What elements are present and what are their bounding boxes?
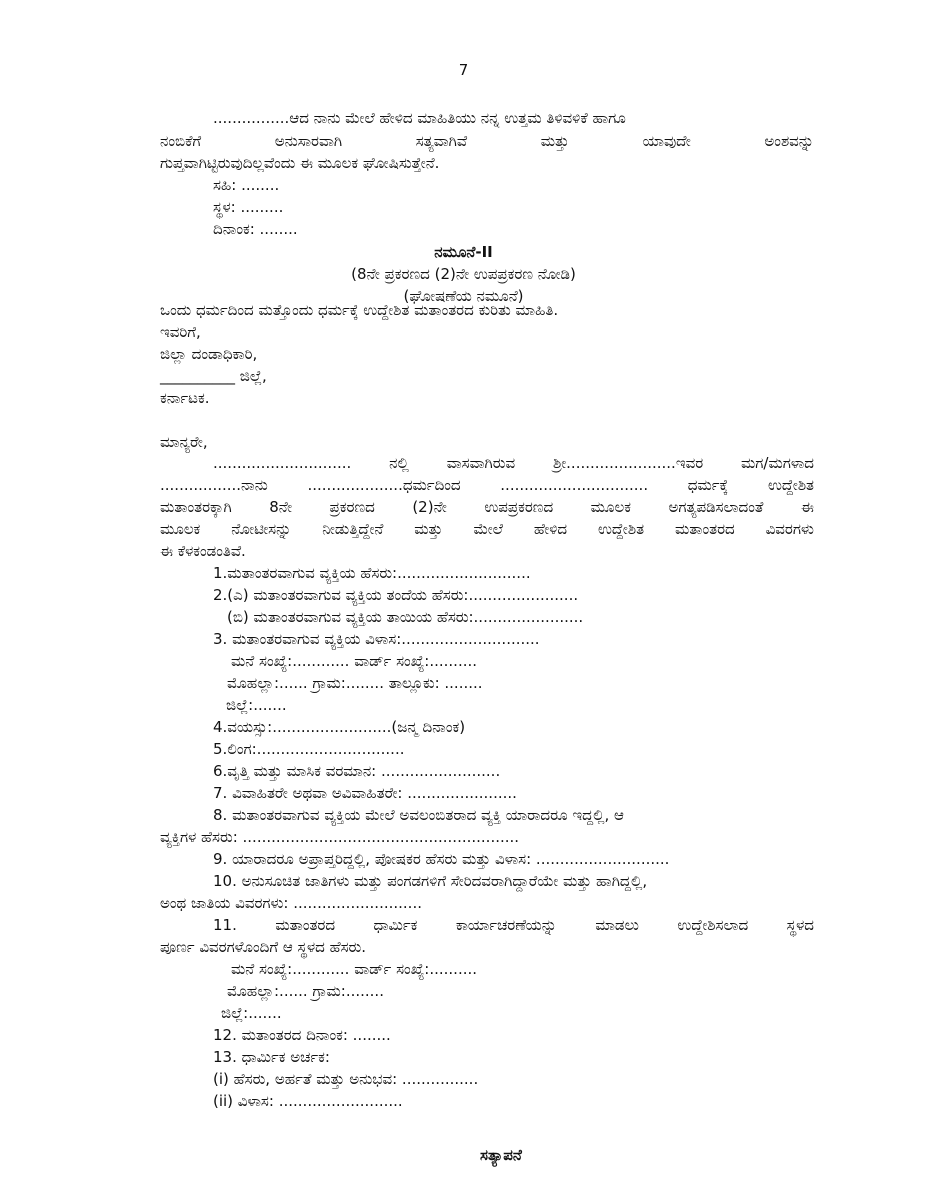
item-3: 3. ಮತಾಂತರವಾಗುವ ವ್ಯಕ್ತಿಯ ವಿಳಾಸ:............................. [213, 630, 540, 648]
body-line-4: ಮೂಲಕ ನೋಟೀಸನ್ನು ನೀಡುತ್ತಿದ್ದೇನೆ ಮತ್ತು ಮೇಲೆ ಹೇಳಿದ ಉದ್ದೇಶಿತ ಮತಾಂತರದ ವಿವರಗಳು [160, 520, 814, 538]
body-line-5: ಈ ಕೆಳಕಂಡಂತಿವೆ. [160, 542, 246, 560]
intro-line-1: ................ಆದ ನಾನು ಮೇಲೆ ಹೇಳಿದ ಮಾಹಿತಿಯು ನನ್ನ ಉತ್ತಮ ತಿಳಿವಳಿಕೆ ಹಾಗೂ [213, 109, 626, 127]
item-11-house: ಮನೆ ಸಂಖ್ಯೆ:............ ವಾರ್ಡ್ ಸಂಖ್ಯೆ:.......... [231, 960, 478, 978]
signature-field: ಸಹಿ: ........ [213, 176, 280, 194]
item-11-locality: ಮೊಹಲ್ಲಾ:...... ಗ್ರಾಮ:........ [227, 982, 384, 1000]
item-2a: 2.(ಎ) ಮತಾಂತರವಾಗುವ ವ್ಯಕ್ತಿಯ ತಂದೆಯ ಹೆಸರು:....................... [213, 586, 579, 604]
item-11-line-2: ಪೂರ್ಣ ವಿವರಗಳೊಂದಿಗೆ ಆ ಸ್ಥಳದ ಹೆಸರು. [160, 938, 367, 956]
item-3-locality: ಮೊಹಲ್ಲಾ:...... ಗ್ರಾಮ:........ ತಾಲ್ಲೂಕು: ........ [227, 674, 483, 692]
form-heading: ಒಂದು ಧರ್ಮದಿಂದ ಮತ್ತೊಂದು ಧರ್ಮಕ್ಕೆ ಉದ್ದೇಶಿತ ಮತಾಂತರದ ಕುರಿತು ಮಾಹಿತಿ. [160, 301, 559, 319]
item-9: 9. ಯಾರಾದರೂ ಅಪ್ರಾಪ್ತರಿದ್ದಲ್ಲಿ, ಪೋಷಕರ ಹೆಸರು ಮತ್ತು ವಿಳಾಸ: ............................ [213, 850, 670, 868]
place-field: ಸ್ಥಳ: ......... [213, 198, 284, 216]
item-13-i: (i) ಹೆಸರು, ಅರ್ಹತೆ ಮತ್ತು ಅನುಭವ: ................ [213, 1070, 479, 1088]
address-officer: ಜಿಲ್ಲಾ ದಂಡಾಧಿಕಾರಿ, [160, 345, 258, 363]
item-10-line-2: ಅಂಥ ಜಾತಿಯ ವಿವರಗಳು: ........................... [160, 894, 422, 912]
form-subtitle: (8ನೇ ಪ್ರಕರಣದ (2)ನೇ ಉಪಪ್ರಕರಣ ನೋಡಿ) [351, 265, 576, 283]
item-13: 13. ಧಾರ್ಮಿಕ ಅರ್ಚಕ: [213, 1048, 330, 1066]
item-11-district: ಜಿಲ್ಲೆ:....... [221, 1004, 282, 1022]
item-1: 1.ಮತಾಂತರವಾಗುವ ವ್ಯಕ್ತಿಯ ಹೆಸರು:............................ [213, 564, 531, 582]
salutation: ಮಾನ್ಯರೇ, [160, 433, 208, 451]
item-8-line-2: ವ್ಯಕ್ತಿಗಳ ಹೆಸರು: .......................................................... [160, 828, 520, 846]
item-3-district: ಜಿಲ್ಲೆ:....... [226, 696, 287, 714]
item-12: 12. ಮತಾಂತರದ ದಿನಾಂಕ: ........ [213, 1026, 391, 1044]
address-state: ಕರ್ನಾಟಕ. [160, 389, 210, 407]
item-8-line-1: 8. ಮತಾಂತರವಾಗುವ ವ್ಯಕ್ತಿಯ ಮೇಲೆ ಅವಲಂಬಿತರಾದ ವ್ಯಕ್ತಿ ಯಾರಾದರೂ ಇದ್ದಲ್ಲಿ, ಆ [213, 806, 624, 824]
date-field: ದಿನಾಂಕ: ........ [213, 220, 298, 238]
intro-line-3: ಗುಪ್ತವಾಗಿಟ್ಟಿರುವುದಿಲ್ಲವೆಂದು ಈ ಮೂಲಕ ಘೋಷಿಸುತ್ತೇನೆ. [160, 154, 440, 172]
address-to: ಇವರಿಗೆ, [160, 323, 201, 341]
item-3-house: ಮನೆ ಸಂಖ್ಯೆ:............ ವಾರ್ಡ್ ಸಂಖ್ಯೆ:.......... [231, 652, 478, 670]
page-number: 7 [458, 61, 469, 79]
item-11-line-1: 11. ಮತಾಂತರದ ಧಾರ್ಮಿಕ ಕಾರ್ಯಾಚರಣೆಯನ್ನು ಮಾಡಲು ಉದ್ದೇಶಿಸಲಾದ ಸ್ಥಳದ [213, 916, 814, 934]
item-5: 5.ಲಿಂಗ:............................... [213, 740, 405, 758]
item-2b: (ಬಿ) ಮತಾಂತರವಾಗುವ ವ್ಯಕ್ತಿಯ ತಾಯಿಯ ಹೆಸರು:....................... [227, 608, 584, 626]
body-line-1: ............................. ನಲ್ಲಿ ವಾಸವಾಗಿರುವ ಶ್ರೀ.......................ಇವರ ಮಗ/ಮಗಳಾದ [213, 454, 814, 472]
item-13-ii: (ii) ವಿಳಾಸ: .......................... [213, 1092, 403, 1110]
form-title: ನಮೂನೆ-II [434, 243, 493, 261]
item-7: 7. ವಿವಾಹಿತರೇ ಅಥವಾ ಅವಿವಾಹಿತರೇ: ....................... [213, 784, 517, 802]
intro-line-2: ನಂಬಿಕೆಗೆ ಅನುಸಾರವಾಗಿ ಸತ್ಯವಾಗಿವೆ ಮತ್ತು ಯಾವುದೇ ಅಂಶವನ್ನು [160, 132, 814, 150]
item-4: 4.ವಯಸ್ಸು:.........................(ಜನ್ಮ ದಿನಾಂಕ) [213, 718, 466, 736]
body-line-2: .................ನಾನು ....................ಧರ್ಮದಿಂದ ............................... ಧರ್ಮಕ್ಕೆ ಉದ್ದೇಶಿತ [160, 476, 814, 494]
address-district: __________ ಜಿಲ್ಲೆ, [160, 367, 267, 385]
verification-title: ಸತ್ಯಾಪನೆ [480, 1146, 522, 1164]
form-subtitle-2: (ಘೋಷಣೆಯ ನಮೂನೆ) [403, 287, 524, 305]
body-line-3: ಮತಾಂತರಕ್ಕಾಗಿ 8ನೇ ಪ್ರಕರಣದ (2)ನೇ ಉಪಪ್ರಕರಣದ ಮೂಲಕ ಅಗತ್ಯಪಡಿಸಲಾದಂತೆ ಈ [160, 498, 814, 516]
item-10-line-1: 10. ಅನುಸೂಚಿತ ಜಾತಿಗಳು ಮತ್ತು ಪಂಗಡಗಳಿಗೆ ಸೇರಿದವರಾಗಿದ್ದಾರೆಯೇ ಮತ್ತು ಹಾಗಿದ್ದಲ್ಲಿ, [213, 872, 648, 890]
item-6: 6.ವೃತ್ತಿ ಮತ್ತು ಮಾಸಿಕ ವರಮಾನ: ......................... [213, 762, 501, 780]
